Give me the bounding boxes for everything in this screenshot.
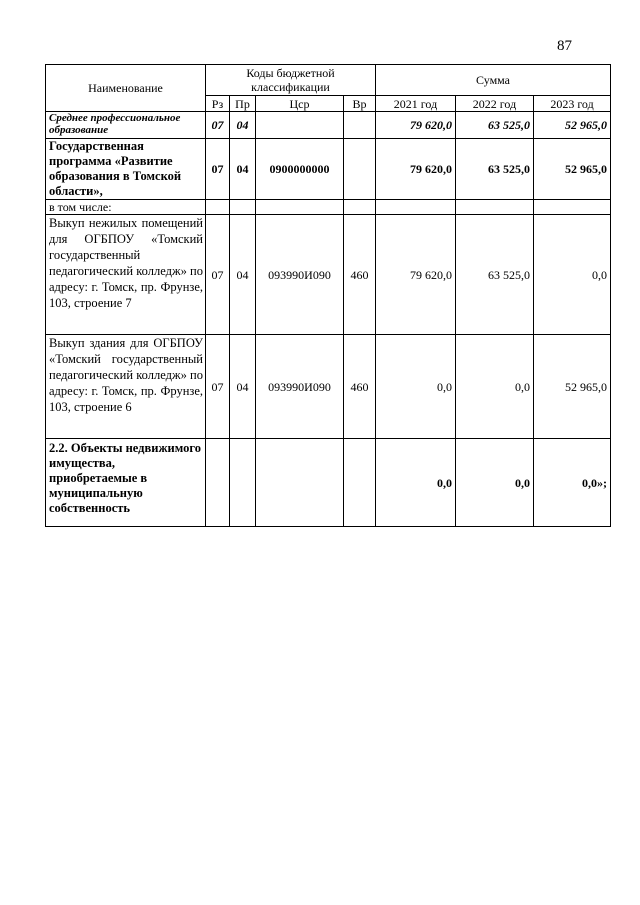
row-2023: 0,0»; — [534, 439, 611, 527]
row-2022: 63 525,0 — [456, 139, 534, 200]
row-name: Выкуп здания для ОГБПОУ «Томский государственный педагогический колледж» по адресу: г. Томск, пр. Фрунзе, 103, строение 6 — [46, 335, 206, 439]
row-2021: 0,0 — [376, 335, 456, 439]
row-csr: 093990И090 — [256, 335, 344, 439]
table-row — [46, 139, 611, 200]
row-2023: 52 965,0 — [534, 139, 611, 200]
row-2023: 52 965,0 — [534, 335, 611, 439]
row-2021 — [376, 200, 456, 215]
table-row — [46, 112, 611, 139]
header-pr: Пр — [230, 96, 256, 112]
row-2022: 63 525,0 — [456, 112, 534, 139]
row-name: 2.2. Объекты недвижимого имущества, приобретаемые в муниципальную собственность — [46, 439, 206, 527]
header-codes-group: Коды бюджетной классификации — [206, 65, 376, 96]
row-csr — [256, 200, 344, 215]
row-2023: 52 965,0 — [534, 112, 611, 139]
row-rz: 07 — [206, 215, 230, 335]
page-number: 87 — [557, 38, 572, 54]
row-name: в том числе: — [46, 200, 206, 215]
row-2021: 79 620,0 — [376, 139, 456, 200]
row-rz — [206, 439, 230, 527]
header-rz: Рз — [206, 96, 230, 112]
row-pr: 04 — [230, 335, 256, 439]
row-rz — [206, 200, 230, 215]
header-2023: 2023 год — [534, 96, 611, 112]
header-2022: 2022 год — [456, 96, 534, 112]
row-csr: 0900000000 — [256, 139, 344, 200]
row-csr — [256, 439, 344, 527]
row-pr — [230, 439, 256, 527]
header-vr: Вр — [344, 96, 376, 112]
row-rz: 07 — [206, 139, 230, 200]
row-pr: 04 — [230, 112, 256, 139]
row-2022 — [456, 200, 534, 215]
table-row — [46, 439, 611, 527]
row-vr: 460 — [344, 215, 376, 335]
header-sum-group: Сумма — [376, 65, 611, 96]
row-pr: 04 — [230, 139, 256, 200]
row-vr — [344, 139, 376, 200]
row-2022: 63 525,0 — [456, 215, 534, 335]
row-2021: 79 620,0 — [376, 215, 456, 335]
header-csr: Цср — [256, 96, 344, 112]
row-2023 — [534, 200, 611, 215]
row-csr — [256, 112, 344, 139]
row-name: Выкуп нежилых помещений для ОГБПОУ «Томский государственный педагогический колледж» по адресу: г. Томск, пр. Фрунзе, 103, строение 7 — [46, 215, 206, 335]
header-row-top — [46, 65, 611, 96]
row-name: Государственная программа «Развитие образования в Томской области», — [46, 139, 206, 200]
row-2022: 0,0 — [456, 439, 534, 527]
row-2021: 0,0 — [376, 439, 456, 527]
table-row — [46, 335, 611, 439]
row-name: Среднее профессиональное образование — [46, 112, 206, 139]
row-vr — [344, 112, 376, 139]
row-rz: 07 — [206, 335, 230, 439]
table-row — [46, 215, 611, 335]
row-2023: 0,0 — [534, 215, 611, 335]
row-csr: 093990И090 — [256, 215, 344, 335]
row-vr: 460 — [344, 335, 376, 439]
row-vr — [344, 439, 376, 527]
row-2021: 79 620,0 — [376, 112, 456, 139]
table-row — [46, 200, 611, 215]
row-pr — [230, 200, 256, 215]
row-pr: 04 — [230, 215, 256, 335]
row-rz: 07 — [206, 112, 230, 139]
row-vr — [344, 200, 376, 215]
header-name: Наименование — [46, 65, 206, 112]
budget-table — [45, 64, 611, 527]
header-2021: 2021 год — [376, 96, 456, 112]
row-2022: 0,0 — [456, 335, 534, 439]
